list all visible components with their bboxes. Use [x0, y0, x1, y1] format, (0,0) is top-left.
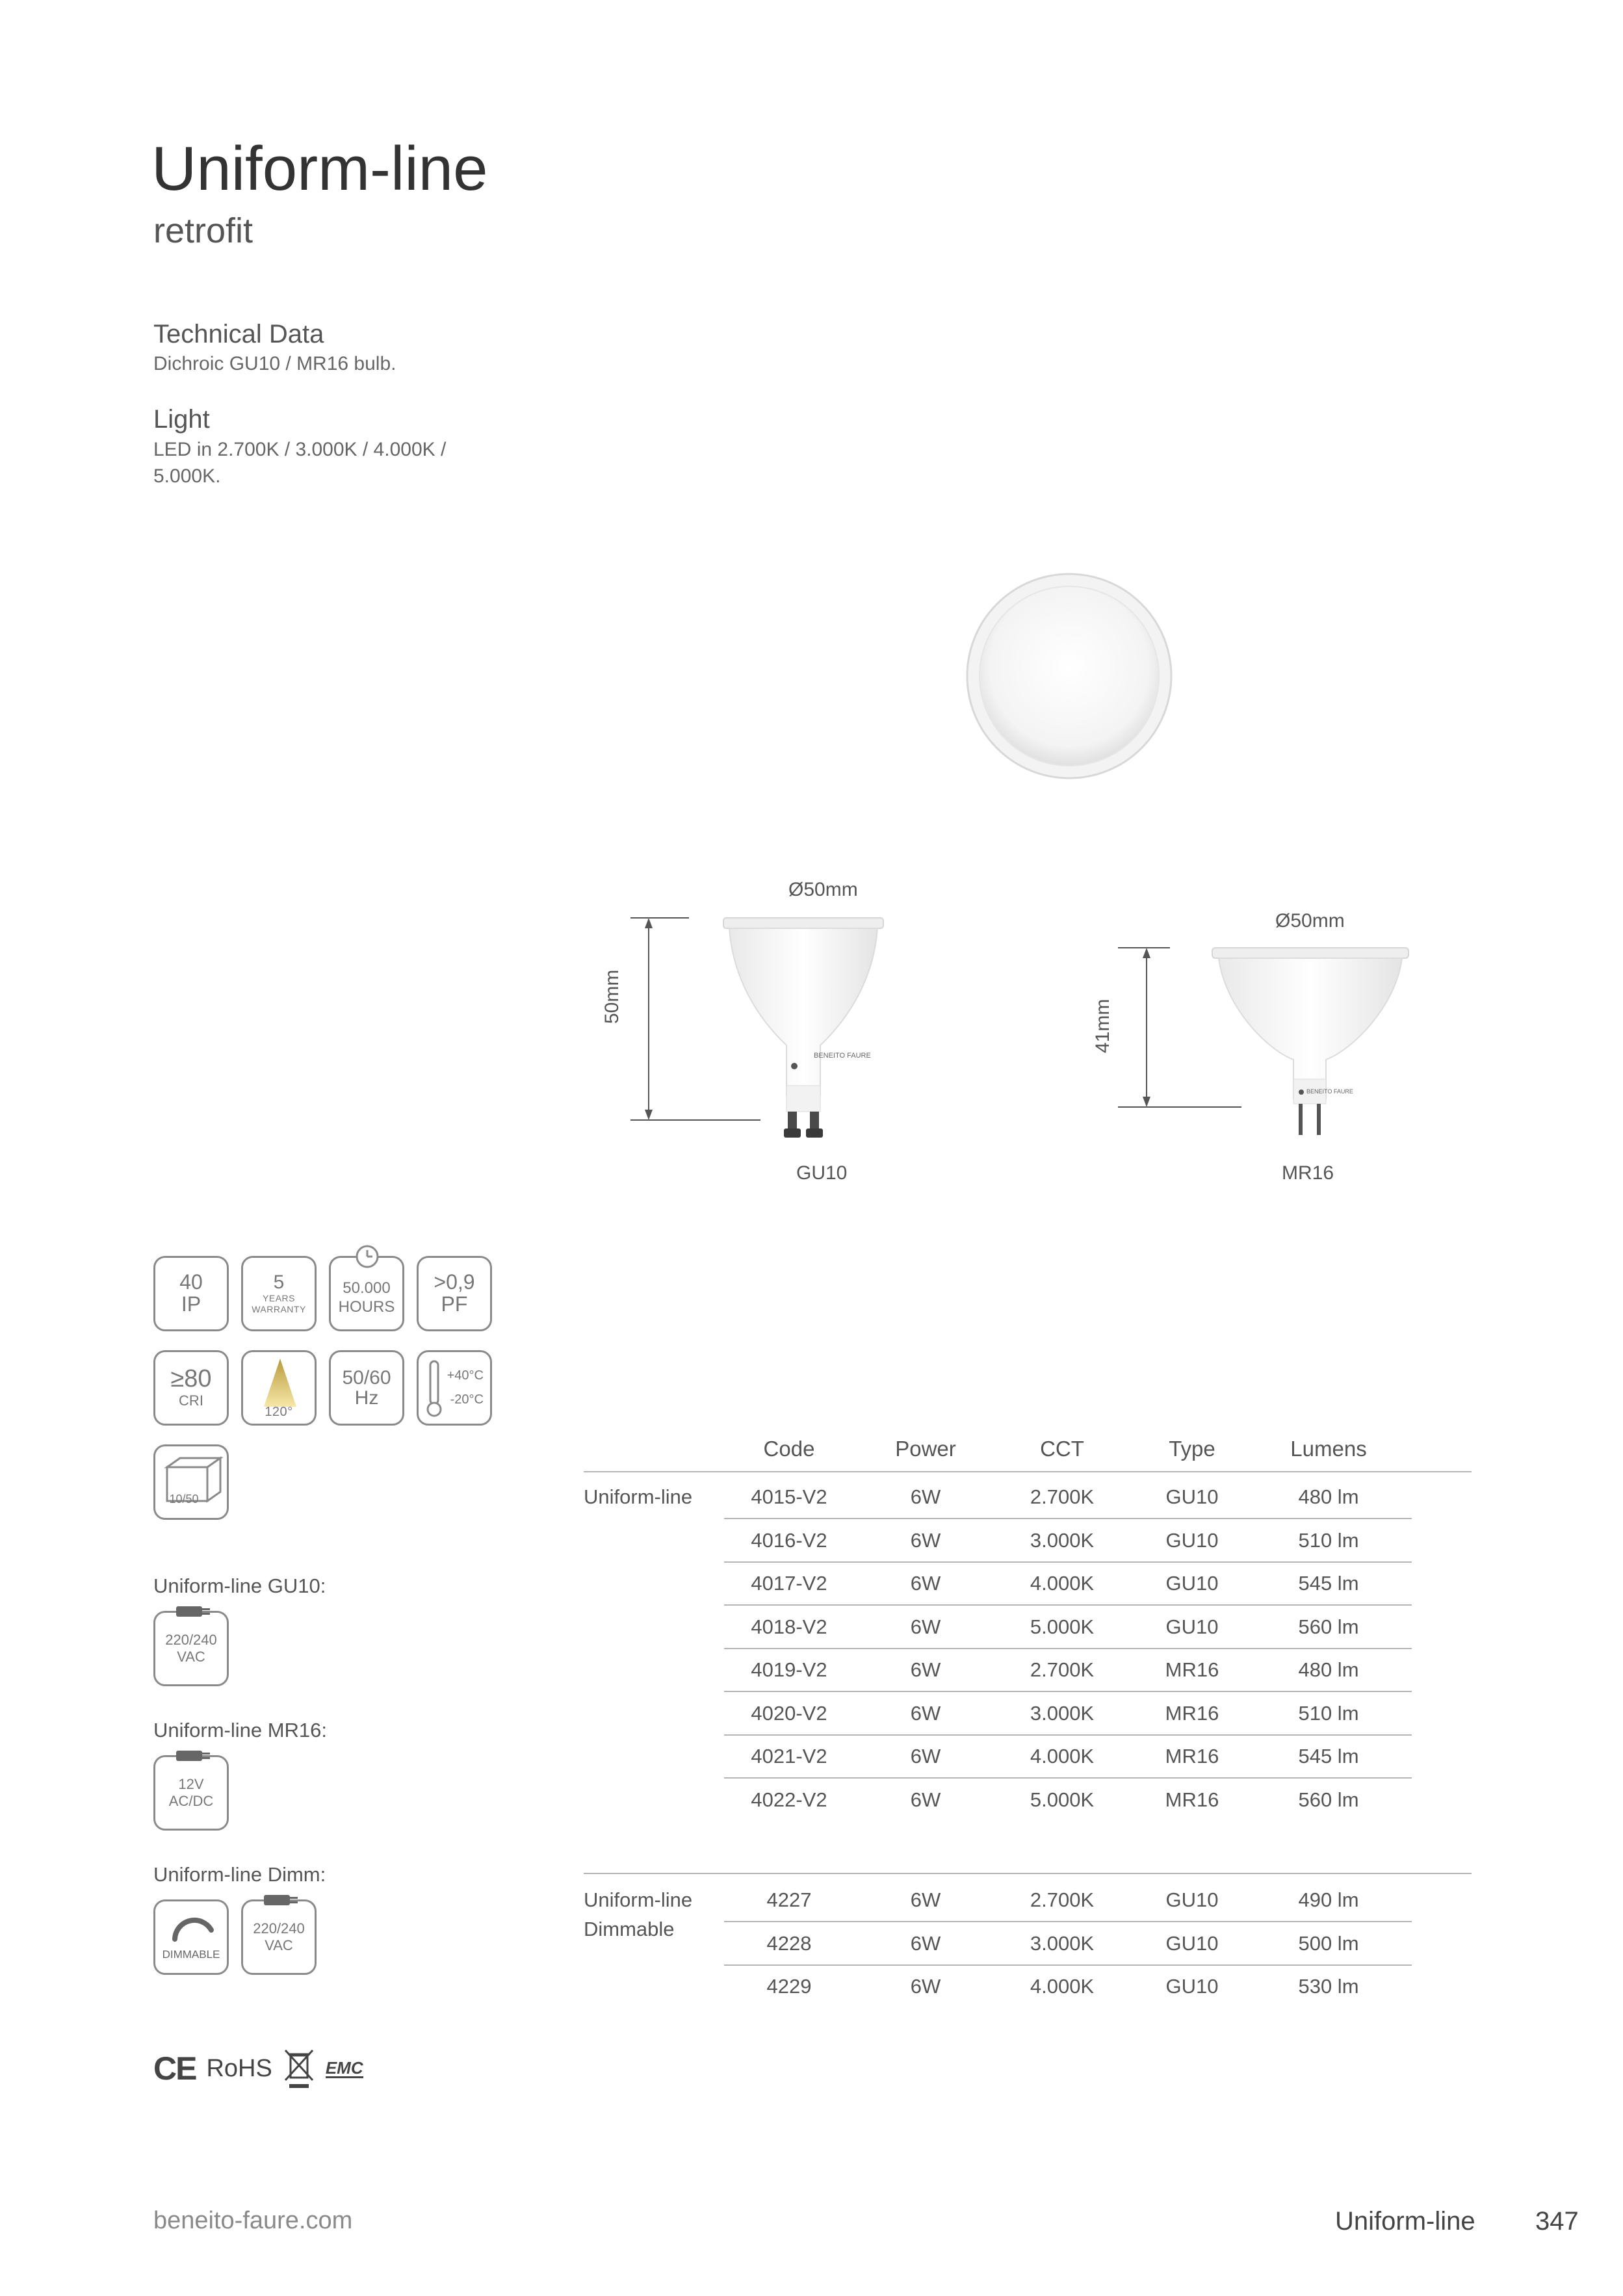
- ip-rating-icon: [153, 1256, 229, 1331]
- page-title: Uniform-line: [151, 134, 488, 203]
- table-cell-code: 4228: [766, 1931, 812, 1955]
- table-cell-lumens: 510 lm: [1298, 1528, 1359, 1552]
- table-row-divider: [724, 1777, 1412, 1779]
- table-cell-cct: 4.000K: [1030, 1975, 1095, 1998]
- table-cell-type: GU10: [1165, 1888, 1219, 1911]
- table-cell-lumens: 480 lm: [1298, 1658, 1359, 1681]
- table-cell-code: 4022-V2: [751, 1788, 827, 1811]
- thermometer-icon: [425, 1360, 443, 1418]
- table-header-power: Power: [895, 1437, 956, 1461]
- lamp-top-view: [962, 569, 1176, 783]
- table-group-name: [584, 1886, 692, 1944]
- table-cell-code: 4018-V2: [751, 1615, 827, 1638]
- warranty-icon: [241, 1256, 317, 1331]
- mr16-voltage-icon: [153, 1755, 229, 1831]
- dimm-voltage-icon: [241, 1899, 317, 1975]
- plug-icon: [174, 1604, 213, 1619]
- freq-value: 50/60: [342, 1366, 391, 1389]
- pf-unit: PF: [441, 1292, 468, 1316]
- table-cell-code: 4016-V2: [751, 1528, 827, 1552]
- weee-bin-icon: [283, 2048, 315, 2089]
- hours-value: 50.000: [343, 1279, 391, 1298]
- emc-mark: EMC: [325, 2057, 363, 2078]
- table-cell-lumens: 545 lm: [1298, 1745, 1359, 1768]
- table-group-name-line2: Dimmable: [584, 1917, 675, 1940]
- table-cell-lumens: 560 lm: [1298, 1615, 1359, 1638]
- beam-angle-icon: [241, 1350, 317, 1426]
- table-cell-type: GU10: [1165, 1572, 1219, 1595]
- table-cell-type: GU10: [1165, 1931, 1219, 1955]
- table-cell-lumens: 480 lm: [1298, 1485, 1359, 1508]
- table-row-divider: [724, 1734, 1412, 1736]
- mr16-height-label: 41mm: [1092, 998, 1113, 1053]
- mr16-diameter-label: Ø50mm: [1275, 910, 1345, 932]
- temp-min: -20°C: [450, 1392, 484, 1407]
- table-header-type: Type: [1169, 1437, 1215, 1461]
- warranty-line1: YEARS: [263, 1292, 295, 1303]
- light-text-line1: LED in 2.700K / 3.000K / 4.000K /: [153, 439, 447, 460]
- table-cell-power: 6W: [910, 1485, 941, 1508]
- temp-max: +40°C: [447, 1368, 484, 1383]
- dimmer-arc-icon: [170, 1911, 216, 1943]
- mr16-voltage-line2: AC/DC: [168, 1793, 214, 1809]
- technical-heading: Technical Data: [153, 320, 324, 348]
- table-cell-lumens: 490 lm: [1298, 1888, 1359, 1911]
- dimm-voltage-line1: 220/240: [253, 1920, 305, 1937]
- warranty-value: 5: [273, 1272, 285, 1294]
- certifications: [153, 2048, 363, 2089]
- table-cell-lumens: 530 lm: [1298, 1975, 1359, 1998]
- table-cell-cct: 2.700K: [1030, 1658, 1095, 1681]
- table-cell-type: MR16: [1165, 1788, 1219, 1811]
- gu10-brand-text: BENEITO FAURE: [814, 1052, 871, 1060]
- table-cell-power: 6W: [910, 1572, 941, 1595]
- gu10-height-label: 50mm: [601, 969, 623, 1024]
- light-heading: Light: [153, 405, 210, 434]
- table-row-divider: [724, 1648, 1412, 1649]
- table-cell-cct: 5.000K: [1030, 1615, 1095, 1638]
- table-cell-code: 4229: [766, 1975, 812, 1998]
- table-cell-lumens: 500 lm: [1298, 1931, 1359, 1955]
- gu10-voltage-line2: VAC: [177, 1649, 205, 1665]
- clock-icon: [354, 1244, 380, 1270]
- table-cell-power: 6W: [910, 1615, 941, 1638]
- table-cell-cct: 2.700K: [1030, 1485, 1095, 1508]
- table-cell-code: 4017-V2: [751, 1572, 827, 1595]
- table-row-divider: [724, 1691, 1412, 1692]
- gu10-dimension-drawing: [611, 871, 975, 1196]
- plug-icon: [261, 1892, 300, 1908]
- packaging-icon: [153, 1444, 229, 1520]
- ce-mark: CE: [153, 2050, 196, 2087]
- light-text-line2: 5.000K.: [153, 465, 221, 487]
- gu10-diameter-label: Ø50mm: [788, 879, 858, 900]
- power-factor-icon: [417, 1256, 492, 1331]
- cri-value: ≥80: [170, 1364, 212, 1392]
- table-row-divider: [724, 1604, 1412, 1606]
- table-row-divider: [724, 1518, 1412, 1519]
- table-cell-cct: 5.000K: [1030, 1788, 1095, 1811]
- gu10-power-label: Uniform-line GU10:: [153, 1574, 326, 1597]
- table-cell-code: 4019-V2: [751, 1658, 827, 1681]
- beam-value: 120°: [265, 1405, 293, 1419]
- table-cell-type: GU10: [1165, 1485, 1219, 1508]
- technical-text: Dichroic GU10 / MR16 bulb.: [153, 353, 396, 374]
- table-row-divider: [724, 1561, 1412, 1563]
- table-cell-cct: 3.000K: [1030, 1701, 1095, 1725]
- page-subtitle: retrofit: [153, 211, 253, 250]
- table-group-name-line1: Uniform-line: [584, 1888, 693, 1911]
- table-cell-code: 4020-V2: [751, 1701, 827, 1725]
- gu10-voltage-icon: [153, 1611, 229, 1686]
- cri-icon: [153, 1350, 229, 1426]
- footer-product: Uniform-line: [1335, 2207, 1475, 2236]
- table-group-divider: [584, 1873, 1472, 1874]
- table-cell-power: 6W: [910, 1931, 941, 1955]
- freq-unit: Hz: [354, 1387, 379, 1409]
- rohs-mark: RoHS: [206, 2054, 272, 2082]
- pf-value: >0,9: [434, 1270, 475, 1294]
- mr16-label: MR16: [1282, 1162, 1334, 1184]
- table-row-divider: [724, 1921, 1412, 1922]
- warranty-line2: WARRANTY: [252, 1303, 306, 1314]
- plug-icon: [174, 1748, 213, 1764]
- table-cell-power: 6W: [910, 1528, 941, 1552]
- table-cell-type: GU10: [1165, 1528, 1219, 1552]
- table-cell-cct: 4.000K: [1030, 1745, 1095, 1768]
- ip-value: 40: [179, 1270, 203, 1294]
- mr16-voltage-line1: 12V: [178, 1776, 204, 1792]
- table-header-divider: [584, 1471, 1472, 1472]
- table-cell-power: 6W: [910, 1701, 941, 1725]
- dimmable-icon: [153, 1899, 229, 1975]
- table-cell-power: 6W: [910, 1658, 941, 1681]
- hours-unit: HOURS: [338, 1298, 395, 1316]
- hours-icon: [329, 1256, 404, 1331]
- table-cell-type: GU10: [1165, 1615, 1219, 1638]
- mr16-brand-text: BENEITO FAURE: [1306, 1088, 1353, 1095]
- table-cell-cct: 4.000K: [1030, 1572, 1095, 1595]
- table-cell-type: GU10: [1165, 1975, 1219, 1998]
- page-number: 347: [1535, 2207, 1579, 2236]
- table-cell-lumens: 510 lm: [1298, 1701, 1359, 1725]
- table-cell-cct: 2.700K: [1030, 1888, 1095, 1911]
- table-cell-code: 4227: [766, 1888, 812, 1911]
- box-value: 10/50: [169, 1493, 199, 1506]
- table-group-name: [584, 1483, 692, 1512]
- temperature-icon: [417, 1350, 492, 1426]
- table-cell-cct: 3.000K: [1030, 1931, 1095, 1955]
- table-cell-power: 6W: [910, 1788, 941, 1811]
- table-row-divider: [724, 1964, 1412, 1966]
- cri-unit: CRI: [179, 1392, 203, 1409]
- table-cell-cct: 3.000K: [1030, 1528, 1095, 1552]
- table-cell-lumens: 560 lm: [1298, 1788, 1359, 1811]
- table-header-cct: CCT: [1040, 1437, 1084, 1461]
- table-header-lumens: Lumens: [1290, 1437, 1367, 1461]
- table-cell-type: MR16: [1165, 1745, 1219, 1768]
- table-cell-lumens: 545 lm: [1298, 1572, 1359, 1595]
- table-cell-power: 6W: [910, 1745, 941, 1768]
- ip-unit: IP: [181, 1292, 201, 1316]
- table-cell-power: 6W: [910, 1888, 941, 1911]
- footer-website[interactable]: beneito-faure.com: [153, 2207, 353, 2234]
- table-cell-type: MR16: [1165, 1701, 1219, 1725]
- beam-cone-icon: [256, 1356, 302, 1408]
- dimm-voltage-line2: VAC: [265, 1937, 293, 1953]
- frequency-icon: [329, 1350, 404, 1426]
- table-cell-code: 4021-V2: [751, 1745, 827, 1768]
- gu10-voltage-line1: 220/240: [165, 1632, 217, 1648]
- gu10-label: GU10: [796, 1162, 848, 1184]
- table-group-name-line1: Uniform-line: [584, 1485, 693, 1508]
- table-cell-power: 6W: [910, 1975, 941, 1998]
- dimm-power-label: Uniform-line Dimm:: [153, 1863, 326, 1886]
- table-header-code: Code: [763, 1437, 815, 1461]
- table-cell-type: MR16: [1165, 1658, 1219, 1681]
- mr16-dimension-drawing: [1105, 904, 1430, 1164]
- dimmable-badge: DIMMABLE: [162, 1948, 220, 1961]
- table-cell-code: 4015-V2: [751, 1485, 827, 1508]
- mr16-power-label: Uniform-line MR16:: [153, 1719, 328, 1742]
